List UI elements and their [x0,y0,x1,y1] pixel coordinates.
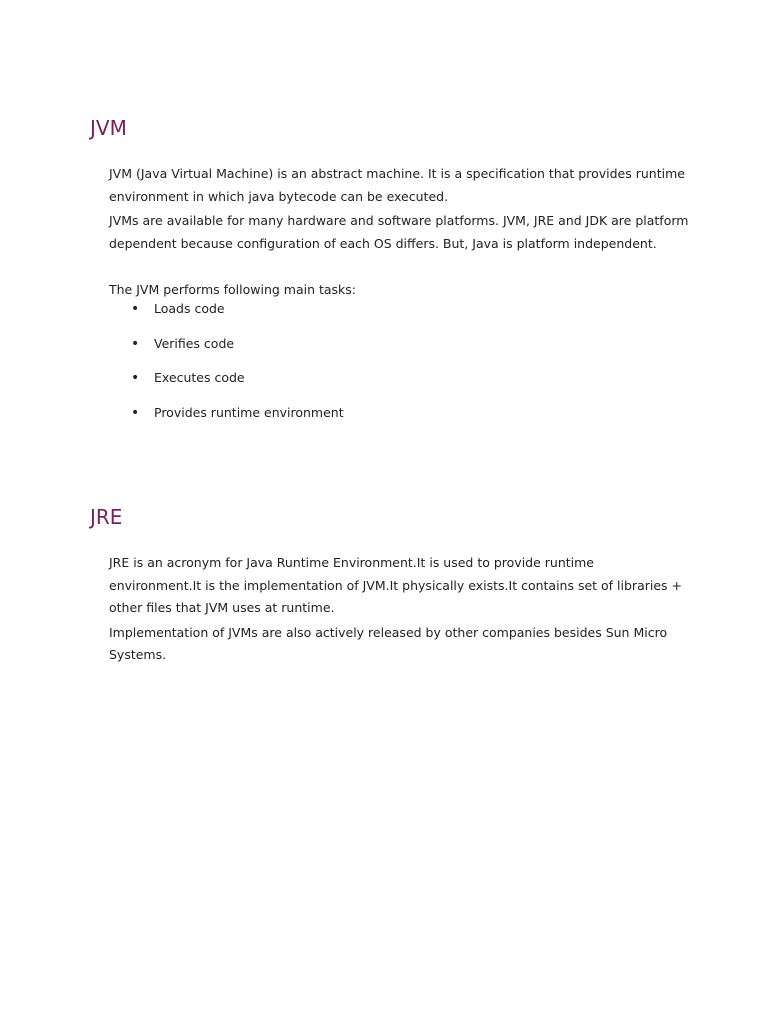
jvm-paragraph-2: JVMs are available for many hardware and software platforms. JVM, JRE and JDK are platform dependent because configuration of each OS differs. But, Java is platform independent. [109,213,689,251]
jre-paragraph-2: Implementation of JVMs are also actively released by other companies besides Sun Micro Systems. [109,624,668,662]
bullet-icon: • [131,301,140,317]
jvm-heading: JVM [90,116,127,140]
jvm-tasks-intro: The JVM performs following main tasks: [109,282,357,297]
jvm-task-list [109,300,344,438]
jre-heading: JRE [90,505,123,529]
jvm-tasks-intro-block [109,279,689,302]
list-item-text: Executes code [154,370,245,386]
bullet-icon: • [131,404,140,421]
bullet-icon: • [131,335,140,352]
list-item-text: Verifies code [154,335,235,351]
list-item-text: Loads code [154,301,225,316]
list-item [109,335,344,370]
list-item [109,404,344,439]
jre-body [109,552,689,667]
bullet-icon: • [131,370,140,387]
jvm-paragraph-1: JVM (Java Virtual Machine) is an abstract machine. It is a specification that provides runtime environment in which java bytecode can be executed. [109,166,685,204]
list-item [109,300,344,335]
jre-paragraph-1: JRE is an acronym for Java Runtime Environment.It is used to provide runtime environment.It is the implementation of JVM.It physically exists.It contains set of libraries + other files that JVM uses at runtime. [109,555,682,615]
jvm-body [109,163,689,255]
list-item [109,369,344,404]
list-item-text: Provides runtime environment [154,404,344,420]
